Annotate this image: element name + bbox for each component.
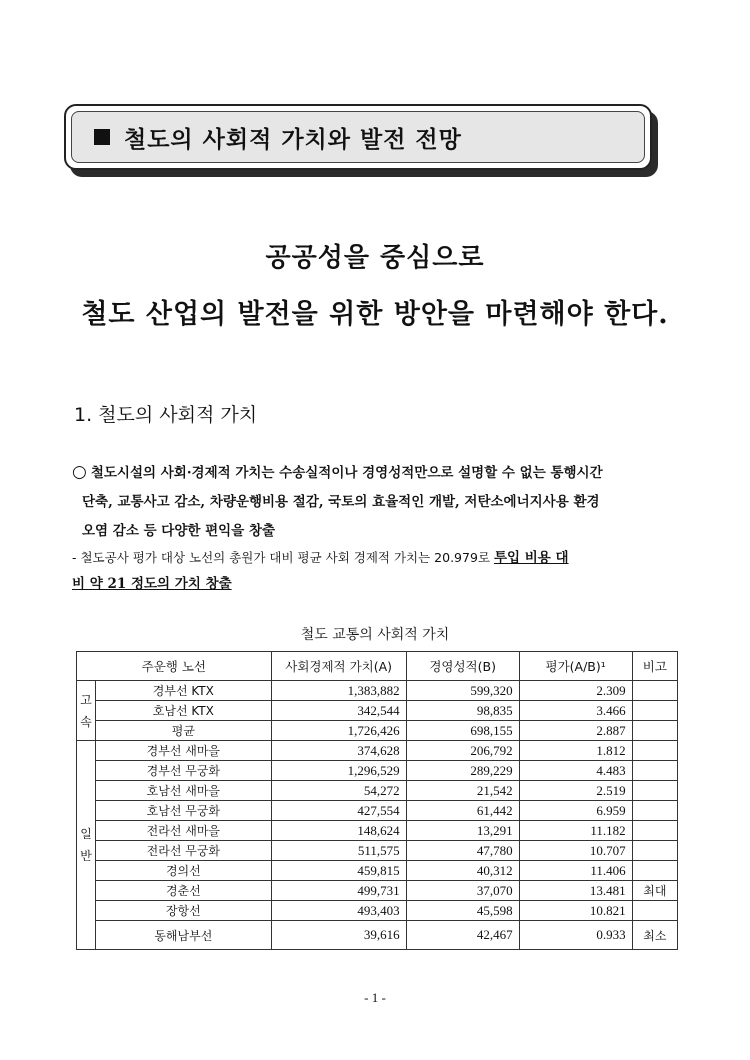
group-label: 고 속 bbox=[77, 681, 96, 741]
table-row bbox=[77, 761, 678, 781]
business-cell: 47,780 bbox=[406, 841, 519, 861]
page-number: - 1 - bbox=[364, 990, 386, 1005]
table-row bbox=[77, 721, 678, 741]
ratio-cell: 13.481 bbox=[519, 881, 632, 901]
route-cell: 전라선 무궁화 bbox=[96, 841, 272, 861]
business-cell: 289,229 bbox=[406, 761, 519, 781]
table-row bbox=[77, 881, 678, 901]
social-value-cell: 459,815 bbox=[271, 861, 406, 881]
social-value-cell: 1,296,529 bbox=[271, 761, 406, 781]
remark-cell: 최소 bbox=[632, 921, 677, 950]
paragraph-line2: 단축, 교통사고 감소, 차량운행비용 절감, 국토의 효율적인 개발, 저탄소에너지사용 환경 bbox=[82, 494, 600, 510]
route-cell: 경부선 새마을 bbox=[96, 741, 272, 761]
business-cell: 98,835 bbox=[406, 701, 519, 721]
table-caption: 철도 교통의 사회적 가치 bbox=[300, 627, 450, 643]
remark-cell bbox=[632, 821, 677, 841]
ratio-cell: 10.821 bbox=[519, 901, 632, 921]
route-cell: 경부선 KTX bbox=[96, 681, 272, 701]
headline-line2: 철도 산업의 발전을 위한 방안을 마련해야 한다. bbox=[81, 299, 669, 330]
social-value-cell: 342,544 bbox=[271, 701, 406, 721]
business-cell: 13,291 bbox=[406, 821, 519, 841]
remark-cell bbox=[632, 761, 677, 781]
header-title: 철도의 사회적 가치와 발전 전망 bbox=[124, 126, 462, 153]
remark-cell bbox=[632, 861, 677, 881]
ratio-cell: 0.933 bbox=[519, 921, 632, 950]
business-cell: 40,312 bbox=[406, 861, 519, 881]
route-cell: 경의선 bbox=[96, 861, 272, 881]
ratio-cell: 11.406 bbox=[519, 861, 632, 881]
headline-line1: 공공성을 중심으로 bbox=[265, 243, 485, 273]
table-row bbox=[77, 861, 678, 881]
route-cell: 호남선 새마을 bbox=[96, 781, 272, 801]
table-row bbox=[77, 901, 678, 921]
remark-cell: 최대 bbox=[632, 881, 677, 901]
ratio-cell: 4.483 bbox=[519, 761, 632, 781]
table-row bbox=[77, 681, 678, 701]
table-row bbox=[77, 701, 678, 721]
note-text: - 철도공사 평가 대상 노선의 총원가 대비 평균 사회 경제적 가치는 20.979로 bbox=[72, 550, 494, 565]
route-cell: 동해남부선 bbox=[96, 921, 272, 950]
col-header-remark: 비고 bbox=[632, 652, 677, 681]
ratio-cell: 1.812 bbox=[519, 741, 632, 761]
social-value-cell: 427,554 bbox=[271, 801, 406, 821]
note-line2 bbox=[72, 571, 692, 597]
route-cell: 경부선 무궁화 bbox=[96, 761, 272, 781]
route-cell: 호남선 무궁화 bbox=[96, 801, 272, 821]
remark-cell bbox=[632, 841, 677, 861]
business-cell: 698,155 bbox=[406, 721, 519, 741]
table-header-row bbox=[77, 652, 678, 681]
remark-cell bbox=[632, 781, 677, 801]
business-cell: 37,070 bbox=[406, 881, 519, 901]
route-cell: 호남선 KTX bbox=[96, 701, 272, 721]
business-cell: 21,542 bbox=[406, 781, 519, 801]
ratio-cell: 6.959 bbox=[519, 801, 632, 821]
remark-cell bbox=[632, 721, 677, 741]
note bbox=[72, 545, 692, 597]
ratio-cell: 10.707 bbox=[519, 841, 632, 861]
social-value-cell: 1,383,882 bbox=[271, 681, 406, 701]
table-row bbox=[77, 741, 678, 761]
header-box bbox=[64, 104, 652, 170]
business-cell: 206,792 bbox=[406, 741, 519, 761]
note-line1 bbox=[72, 545, 692, 571]
remark-cell bbox=[632, 701, 677, 721]
table-row bbox=[77, 801, 678, 821]
social-value-cell: 499,731 bbox=[271, 881, 406, 901]
col-header-ratio: 평가(A/B)¹ bbox=[519, 652, 632, 681]
black-square-icon bbox=[94, 129, 110, 145]
business-cell: 42,467 bbox=[406, 921, 519, 950]
paragraph-line1 bbox=[72, 458, 692, 488]
note-emphasis-1: 투입 비용 대 bbox=[493, 550, 569, 566]
col-header-route: 주운행 노선 bbox=[77, 652, 272, 681]
business-cell: 61,442 bbox=[406, 801, 519, 821]
business-cell: 599,320 bbox=[406, 681, 519, 701]
social-value-cell: 148,624 bbox=[271, 821, 406, 841]
table-body bbox=[77, 681, 678, 950]
circle-bullet-icon: ○ bbox=[72, 462, 87, 482]
route-cell: 장항선 bbox=[96, 901, 272, 921]
social-value-cell: 374,628 bbox=[271, 741, 406, 761]
paragraph bbox=[72, 458, 692, 546]
route-cell: 경춘선 bbox=[96, 881, 272, 901]
note-emphasis-2: 비 약 21 정도의 가치 창출 bbox=[72, 576, 232, 592]
social-value-cell: 54,272 bbox=[271, 781, 406, 801]
header-inner bbox=[71, 111, 645, 163]
paragraph-line3: 오염 감소 등 다양한 편익을 창출 bbox=[82, 523, 276, 539]
table-row bbox=[77, 821, 678, 841]
route-cell: 전라선 새마을 bbox=[96, 821, 272, 841]
remark-cell bbox=[632, 681, 677, 701]
ratio-cell: 2.887 bbox=[519, 721, 632, 741]
social-value-cell: 39,616 bbox=[271, 921, 406, 950]
business-cell: 45,598 bbox=[406, 901, 519, 921]
paragraph-text-1: 철도시설의 사회·경제적 가치는 수송실적이나 경영성적만으로 설명할 수 없는 통행시간 bbox=[90, 465, 603, 481]
table-row bbox=[77, 841, 678, 861]
table-row bbox=[77, 781, 678, 801]
ratio-cell: 11.182 bbox=[519, 821, 632, 841]
group-label: 일 반 bbox=[77, 741, 96, 950]
social-value-cell: 1,726,426 bbox=[271, 721, 406, 741]
section-title: 1. 철도의 사회적 가치 bbox=[74, 404, 258, 426]
value-table bbox=[76, 651, 678, 950]
ratio-cell: 2.309 bbox=[519, 681, 632, 701]
social-value-cell: 493,403 bbox=[271, 901, 406, 921]
social-value-cell: 511,575 bbox=[271, 841, 406, 861]
table-row bbox=[77, 921, 678, 950]
ratio-cell: 3.466 bbox=[519, 701, 632, 721]
remark-cell bbox=[632, 901, 677, 921]
remark-cell bbox=[632, 741, 677, 761]
route-cell: 평균 bbox=[96, 721, 272, 741]
remark-cell bbox=[632, 801, 677, 821]
col-header-social-value: 사회경제적 가치(A) bbox=[271, 652, 406, 681]
col-header-business: 경영성적(B) bbox=[406, 652, 519, 681]
ratio-cell: 2.519 bbox=[519, 781, 632, 801]
